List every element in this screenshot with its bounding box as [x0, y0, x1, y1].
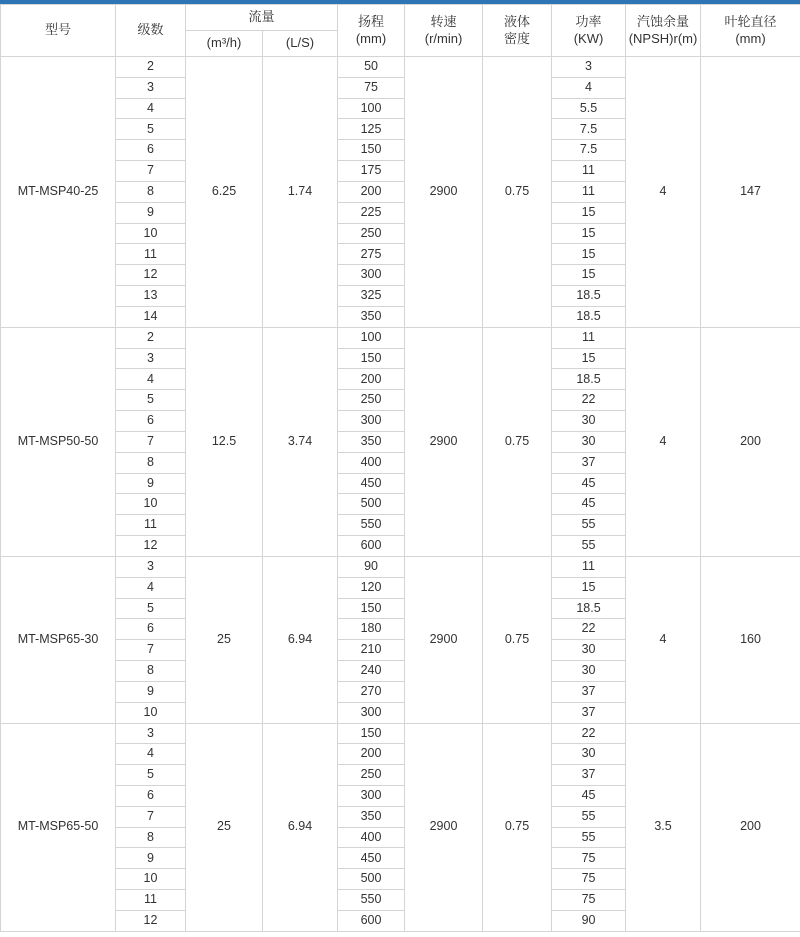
cell-head: 150 — [338, 723, 405, 744]
cell-power: 3 — [552, 57, 626, 78]
cell-head: 275 — [338, 244, 405, 265]
cell-stage: 8 — [116, 452, 186, 473]
table-body — [1, 57, 800, 932]
cell-stage: 7 — [116, 431, 186, 452]
cell-head: 300 — [338, 265, 405, 286]
cell-stage: 12 — [116, 265, 186, 286]
cell-stage: 5 — [116, 119, 186, 140]
cell-head: 50 — [338, 57, 405, 78]
cell-head: 150 — [338, 598, 405, 619]
cell-stage: 7 — [116, 161, 186, 182]
cell-model: MT-MSP40-25 — [1, 57, 116, 328]
cell-power: 55 — [552, 806, 626, 827]
cell-npsh: 4 — [626, 556, 701, 723]
header-speed — [405, 5, 483, 57]
header-impeller-line2: (mm) — [735, 30, 766, 46]
cell-flow-ls: 1.74 — [263, 57, 338, 328]
cell-power: 22 — [552, 619, 626, 640]
header-flow-ls: (L/S) — [263, 31, 338, 57]
cell-stage: 11 — [116, 890, 186, 911]
cell-power: 45 — [552, 494, 626, 515]
cell-power: 4 — [552, 77, 626, 98]
cell-impeller: 147 — [701, 57, 800, 328]
cell-head: 550 — [338, 515, 405, 536]
header-npsh-line1: 汽蚀余量 — [637, 14, 690, 30]
cell-power: 75 — [552, 848, 626, 869]
header-power-line2: (KW) — [573, 30, 604, 46]
header-speed-line1: 转速 — [430, 14, 457, 30]
cell-head: 400 — [338, 827, 405, 848]
header-density-line1: 液体 — [504, 14, 531, 30]
cell-power: 7.5 — [552, 140, 626, 161]
cell-power: 37 — [552, 681, 626, 702]
cell-power: 37 — [552, 452, 626, 473]
cell-head: 225 — [338, 202, 405, 223]
cell-stage: 10 — [116, 223, 186, 244]
cell-power: 18.5 — [552, 286, 626, 307]
cell-head: 450 — [338, 848, 405, 869]
cell-head: 300 — [338, 411, 405, 432]
cell-stage: 4 — [116, 369, 186, 390]
cell-head: 75 — [338, 77, 405, 98]
cell-stage: 10 — [116, 494, 186, 515]
cell-power: 15 — [552, 577, 626, 598]
cell-head: 100 — [338, 327, 405, 348]
cell-power: 5.5 — [552, 98, 626, 119]
cell-power: 15 — [552, 348, 626, 369]
cell-head: 250 — [338, 223, 405, 244]
cell-power: 45 — [552, 473, 626, 494]
cell-model: MT-MSP50-50 — [1, 327, 116, 556]
cell-power: 15 — [552, 223, 626, 244]
cell-speed: 2900 — [405, 57, 483, 328]
cell-stage: 3 — [116, 348, 186, 369]
cell-stage: 3 — [116, 556, 186, 577]
cell-head: 300 — [338, 785, 405, 806]
cell-stage: 9 — [116, 681, 186, 702]
cell-head: 250 — [338, 390, 405, 411]
cell-power: 11 — [552, 327, 626, 348]
cell-head: 325 — [338, 286, 405, 307]
table-row — [1, 723, 800, 744]
cell-stage: 13 — [116, 286, 186, 307]
cell-stage: 14 — [116, 306, 186, 327]
header-npsh-line2: (NPSH)r(m) — [628, 30, 698, 46]
cell-head: 175 — [338, 161, 405, 182]
table-row — [1, 57, 800, 78]
cell-stage: 6 — [116, 411, 186, 432]
cell-stage: 8 — [116, 827, 186, 848]
cell-density: 0.75 — [483, 723, 552, 931]
cell-npsh: 4 — [626, 327, 701, 556]
cell-density: 0.75 — [483, 556, 552, 723]
cell-power: 22 — [552, 390, 626, 411]
cell-power: 7.5 — [552, 119, 626, 140]
cell-npsh: 4 — [626, 57, 701, 328]
cell-head: 350 — [338, 431, 405, 452]
cell-head: 120 — [338, 577, 405, 598]
cell-speed: 2900 — [405, 327, 483, 556]
cell-npsh: 3.5 — [626, 723, 701, 931]
cell-head: 600 — [338, 536, 405, 557]
cell-head: 550 — [338, 890, 405, 911]
cell-head: 150 — [338, 348, 405, 369]
cell-power: 11 — [552, 181, 626, 202]
cell-power: 45 — [552, 785, 626, 806]
header-stages: 级数 — [116, 5, 186, 57]
cell-flow-m3h: 6.25 — [186, 57, 263, 328]
header-npsh — [626, 5, 701, 57]
cell-stage: 2 — [116, 327, 186, 348]
cell-head: 240 — [338, 661, 405, 682]
cell-stage: 8 — [116, 181, 186, 202]
cell-stage: 10 — [116, 869, 186, 890]
cell-head: 450 — [338, 473, 405, 494]
cell-power: 30 — [552, 640, 626, 661]
cell-head: 270 — [338, 681, 405, 702]
cell-power: 18.5 — [552, 598, 626, 619]
cell-stage: 2 — [116, 57, 186, 78]
cell-speed: 2900 — [405, 723, 483, 931]
cell-head: 250 — [338, 765, 405, 786]
cell-stage: 9 — [116, 848, 186, 869]
cell-power: 15 — [552, 244, 626, 265]
cell-flow-ls: 6.94 — [263, 723, 338, 931]
cell-model: MT-MSP65-30 — [1, 556, 116, 723]
table-row — [1, 556, 800, 577]
cell-head: 125 — [338, 119, 405, 140]
cell-power: 22 — [552, 723, 626, 744]
cell-power: 75 — [552, 869, 626, 890]
cell-stage: 9 — [116, 202, 186, 223]
cell-head: 200 — [338, 181, 405, 202]
cell-power: 15 — [552, 265, 626, 286]
cell-stage: 3 — [116, 723, 186, 744]
cell-stage: 4 — [116, 98, 186, 119]
cell-power: 30 — [552, 411, 626, 432]
cell-stage: 12 — [116, 536, 186, 557]
cell-power: 55 — [552, 827, 626, 848]
cell-head: 300 — [338, 702, 405, 723]
cell-flow-ls: 6.94 — [263, 556, 338, 723]
cell-stage: 8 — [116, 661, 186, 682]
table-row — [1, 327, 800, 348]
cell-density: 0.75 — [483, 57, 552, 328]
cell-power: 75 — [552, 890, 626, 911]
cell-impeller: 200 — [701, 327, 800, 556]
cell-stage: 5 — [116, 765, 186, 786]
cell-power: 55 — [552, 536, 626, 557]
cell-stage: 9 — [116, 473, 186, 494]
header-density — [483, 5, 552, 57]
cell-head: 600 — [338, 910, 405, 931]
header-flow-m3h: (m³/h) — [186, 31, 263, 57]
cell-head: 210 — [338, 640, 405, 661]
cell-flow-m3h: 12.5 — [186, 327, 263, 556]
cell-density: 0.75 — [483, 327, 552, 556]
cell-stage: 4 — [116, 744, 186, 765]
cell-flow-m3h: 25 — [186, 556, 263, 723]
cell-power: 30 — [552, 661, 626, 682]
header-power-line1: 功率 — [575, 14, 602, 30]
cell-speed: 2900 — [405, 556, 483, 723]
cell-head: 200 — [338, 369, 405, 390]
cell-stage: 7 — [116, 640, 186, 661]
cell-power: 15 — [552, 202, 626, 223]
cell-stage: 6 — [116, 619, 186, 640]
cell-power: 55 — [552, 515, 626, 536]
pump-spec-table — [0, 4, 800, 932]
cell-power: 18.5 — [552, 306, 626, 327]
cell-head: 350 — [338, 806, 405, 827]
cell-stage: 3 — [116, 77, 186, 98]
header-impeller-line1: 叶轮直径 — [724, 14, 777, 30]
header-speed-line2: (r/min) — [424, 30, 463, 46]
cell-power: 90 — [552, 910, 626, 931]
cell-impeller: 160 — [701, 556, 800, 723]
cell-power: 18.5 — [552, 369, 626, 390]
cell-power: 30 — [552, 431, 626, 452]
header-head-line2: (mm) — [355, 30, 387, 46]
cell-head: 350 — [338, 306, 405, 327]
header-model: 型号 — [1, 5, 116, 57]
header-flow: 流量 — [186, 5, 338, 31]
cell-power: 30 — [552, 744, 626, 765]
cell-flow-ls: 3.74 — [263, 327, 338, 556]
cell-head: 150 — [338, 140, 405, 161]
cell-stage: 6 — [116, 785, 186, 806]
header-power — [552, 5, 626, 57]
cell-head: 500 — [338, 494, 405, 515]
header-head — [338, 5, 405, 57]
cell-stage: 5 — [116, 390, 186, 411]
cell-stage: 11 — [116, 515, 186, 536]
cell-flow-m3h: 25 — [186, 723, 263, 931]
cell-head: 90 — [338, 556, 405, 577]
cell-model: MT-MSP65-50 — [1, 723, 116, 931]
cell-stage: 12 — [116, 910, 186, 931]
cell-power: 11 — [552, 161, 626, 182]
cell-power: 37 — [552, 765, 626, 786]
cell-stage: 7 — [116, 806, 186, 827]
cell-head: 180 — [338, 619, 405, 640]
table-header — [1, 5, 800, 57]
header-density-line2: 密度 — [504, 30, 531, 46]
cell-head: 200 — [338, 744, 405, 765]
cell-stage: 11 — [116, 244, 186, 265]
header-head-line1: 扬程 — [358, 14, 385, 30]
cell-stage: 10 — [116, 702, 186, 723]
cell-impeller: 200 — [701, 723, 800, 931]
cell-head: 400 — [338, 452, 405, 473]
cell-head: 100 — [338, 98, 405, 119]
cell-power: 37 — [552, 702, 626, 723]
cell-power: 11 — [552, 556, 626, 577]
cell-stage: 5 — [116, 598, 186, 619]
cell-stage: 6 — [116, 140, 186, 161]
cell-head: 500 — [338, 869, 405, 890]
cell-stage: 4 — [116, 577, 186, 598]
header-impeller — [701, 5, 800, 57]
